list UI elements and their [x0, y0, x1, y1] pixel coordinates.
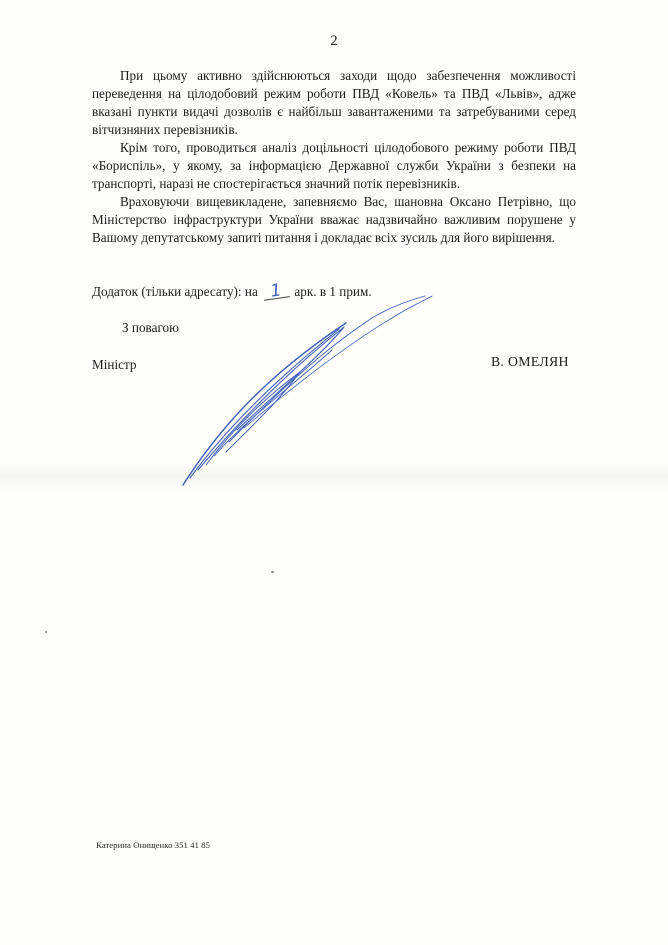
signature-stroke: [183, 323, 346, 485]
signature-stroke: [244, 296, 432, 428]
addendum-suffix: арк. в 1 прим.: [294, 284, 372, 299]
signature-stroke: [206, 372, 300, 465]
paragraph-1: При цьому активно здійснюються заходи щодо забезпечення можливості переведення на цілодобовий режим роботи ПВД «Ковель» та ПВД «Львів», адже вказані пункти видачі дозволів є найбільш завантаженими та затребуваними серед вітчизняних перевізників.: [92, 68, 576, 137]
paragraph-2: Крім того, проводиться аналіз доцільності цілодобового режиму роботи ПВД «Бориспіль», у якому, за інформацією Державної служби України з безпеки на транспорті, наразі не спостерігається значний потік перевізників.: [92, 140, 576, 191]
footer-contact: Катерина Онищенко 351 41 85: [96, 840, 210, 850]
closing-regards: З повагою: [122, 320, 179, 335]
scan-speck: [271, 571, 274, 573]
signature-stroke: [190, 329, 339, 478]
scan-speck: [45, 631, 47, 633]
addendum-line: [92, 280, 372, 302]
paragraph-3: Враховуючи вищевикладене, запевняємо Вас, шановна Оксано Петрівно, що Міністерство інфраструктури України вважає надзвичайно важливим порушене у Вашому депутатському запиті питання і докладає всіх зусиль для його вирішення.: [92, 194, 576, 245]
page-number: 2: [330, 33, 338, 49]
scan-shadow-band: [0, 462, 668, 492]
signature-stroke: [198, 327, 344, 470]
addendum-sheet-count: 1: [262, 282, 290, 300]
signature-stroke: [229, 296, 425, 442]
signer-position: Міністр: [92, 357, 137, 372]
signature-stroke: [214, 350, 332, 456]
signer-name: В. ОМЕЛЯН: [491, 354, 569, 369]
addendum-prefix: Додаток (тільки адресату): на: [92, 284, 258, 299]
